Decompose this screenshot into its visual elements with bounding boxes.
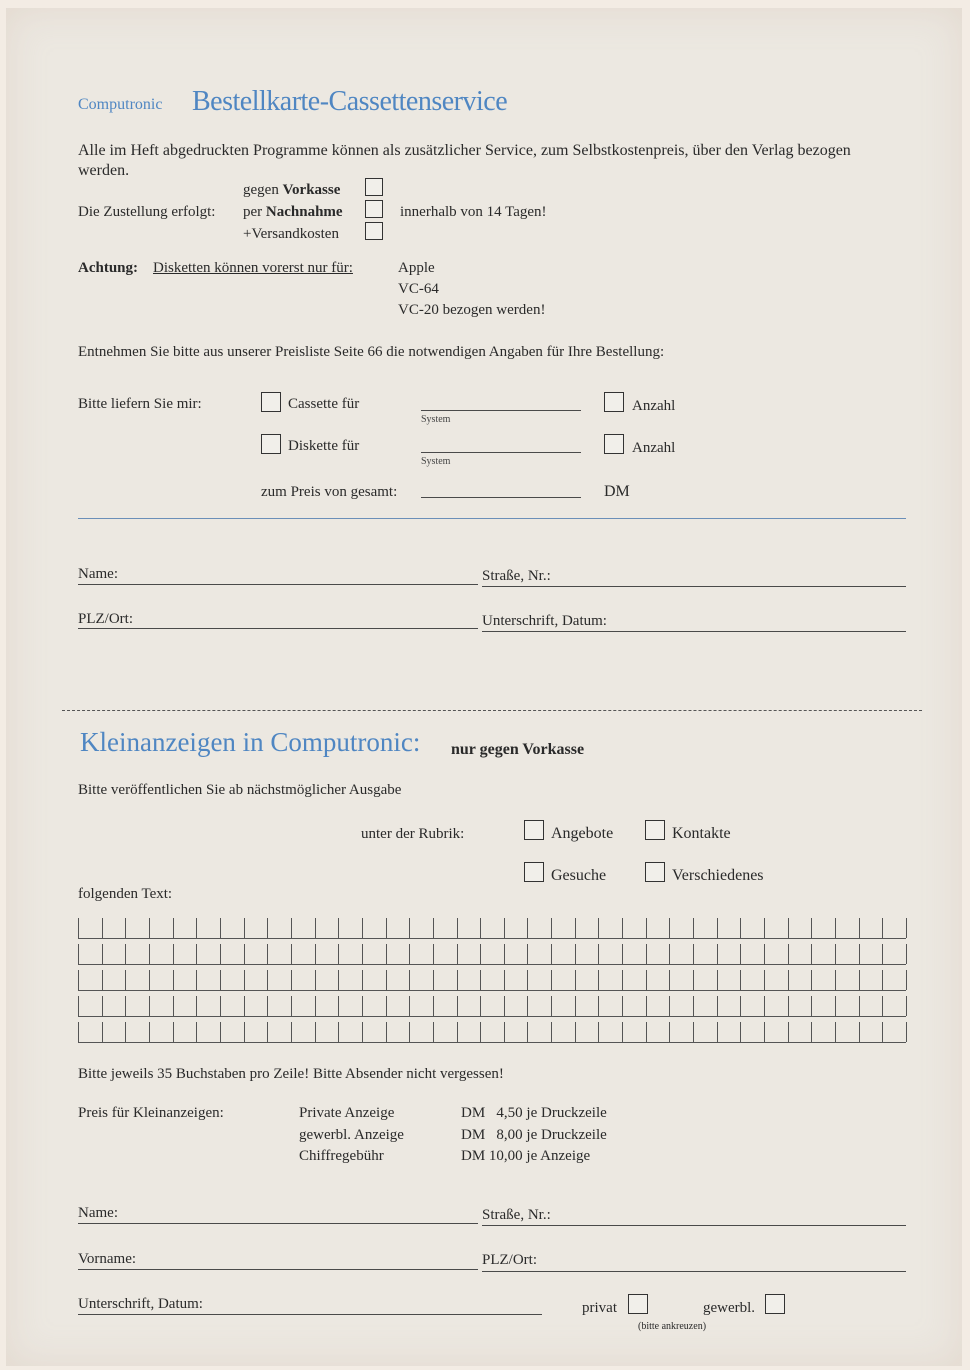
grid-cell-divider (196, 918, 197, 938)
grid-cell-divider (433, 996, 434, 1016)
grid-cell-divider (409, 918, 410, 938)
grid-cell-divider (315, 918, 316, 938)
grid-cell-divider (575, 970, 576, 990)
grid-cell-divider (527, 918, 528, 938)
diskette-system-field[interactable] (421, 452, 581, 453)
grid-cell-divider (882, 944, 883, 964)
grid-cell-divider (788, 996, 789, 1016)
grid-cell-divider (362, 1022, 363, 1042)
ad-text-grid[interactable] (78, 918, 906, 1052)
grid-cell-divider (362, 918, 363, 938)
ad-text-row[interactable] (78, 918, 906, 939)
grid-cell-divider (788, 918, 789, 938)
signature-field[interactable] (482, 631, 906, 632)
publish-note: Bitte veröffentlichen Sie ab nächstmöglicher Ausgabe (78, 782, 402, 798)
grid-cell-divider (811, 918, 812, 938)
grid-cell-divider (409, 970, 410, 990)
grid-cell-divider (717, 1022, 718, 1042)
ad-text-row[interactable] (78, 944, 906, 965)
grid-cell-divider (409, 944, 410, 964)
grid-cell-divider (527, 970, 528, 990)
grid-cell-divider (78, 918, 79, 938)
ads-firstname-field[interactable] (78, 1269, 478, 1270)
grid-cell-divider (669, 970, 670, 990)
grid-cell-divider (740, 970, 741, 990)
grid-cell-divider (740, 918, 741, 938)
grid-cell-divider (551, 970, 552, 990)
private-label: privat (582, 1300, 617, 1316)
grid-cell-divider (527, 944, 528, 964)
private-checkbox[interactable] (628, 1294, 648, 1314)
grid-cell-divider (173, 970, 174, 990)
grid-cell-divider (315, 996, 316, 1016)
grid-cell-divider (598, 996, 599, 1016)
grid-cell-divider (693, 918, 694, 938)
grid-cell-divider (220, 996, 221, 1016)
price-item-cipher: Chiffregebühr (299, 1148, 384, 1164)
commercial-label: gewerbl. (703, 1300, 756, 1316)
brand-label: Computronic (78, 96, 163, 113)
grid-cell-divider (149, 1022, 150, 1042)
deliver-label: Bitte liefern Sie mir: (78, 396, 202, 412)
grid-cell-divider (527, 1022, 528, 1042)
grid-cell-divider (173, 1022, 174, 1042)
vorkasse-checkbox[interactable] (365, 178, 383, 196)
grid-cell-divider (480, 1022, 481, 1042)
grid-cell-divider (835, 996, 836, 1016)
grid-cell-divider (764, 970, 765, 990)
ads-name-field[interactable] (78, 1223, 478, 1224)
currency-label: DM (604, 483, 630, 500)
grid-cell-divider (457, 996, 458, 1016)
grid-cell-divider (740, 996, 741, 1016)
ads-subtitle: nur gegen Vorkasse (451, 741, 585, 758)
grid-cell-divider (622, 944, 623, 964)
grid-cell-divider (622, 970, 623, 990)
grid-cell-divider (386, 918, 387, 938)
cassette-anzahl-label: Anzahl (632, 398, 676, 414)
signature-label: Unterschrift, Datum: (482, 613, 607, 629)
price-value-commercial: DM 8,00 je Druckzeile (461, 1127, 607, 1143)
grid-cell-divider (646, 944, 647, 964)
grid-cell-divider (835, 970, 836, 990)
ads-street-label: Straße, Nr.: (482, 1207, 551, 1223)
grid-cell-divider (125, 1022, 126, 1042)
grid-cell-divider (740, 1022, 741, 1042)
grid-cell-divider (291, 918, 292, 938)
grid-cell-divider (882, 918, 883, 938)
ads-title: Kleinanzeigen in Computronic: (80, 727, 421, 757)
name-label: Name: (78, 566, 118, 582)
price-value-private: DM 4,50 je Druckzeile (461, 1105, 607, 1121)
grid-cell-divider (78, 996, 79, 1016)
grid-cell-divider (598, 970, 599, 990)
price-value-cipher: DM 10,00 je Anzeige (461, 1148, 591, 1164)
ads-street-field[interactable] (482, 1225, 906, 1226)
grid-cell-divider (267, 970, 268, 990)
street-field[interactable] (482, 586, 906, 587)
grid-cell-divider (196, 970, 197, 990)
rubric-label: unter der Rubrik: (361, 826, 465, 842)
attention-bold: Achtung: (78, 260, 139, 276)
grid-cell-divider (173, 996, 174, 1016)
grid-cell-divider (717, 944, 718, 964)
grid-cell-divider (575, 1022, 576, 1042)
grid-cell-divider (386, 944, 387, 964)
ad-text-row[interactable] (78, 996, 906, 1017)
grid-cell-divider (504, 1022, 505, 1042)
ad-text-row[interactable] (78, 1022, 906, 1043)
grid-cell-divider (220, 944, 221, 964)
grid-cell-divider (764, 1022, 765, 1042)
grid-cell-divider (811, 944, 812, 964)
delivery-time: innerhalb von 14 Tagen! (400, 204, 547, 220)
grid-cell-divider (693, 970, 694, 990)
grid-cell-divider (504, 918, 505, 938)
grid-cell-divider (859, 944, 860, 964)
grid-cell-divider (882, 996, 883, 1016)
pricelist-note: Entnehmen Sie bitte aus unserer Preisliste Seite 66 die notwendigen Angaben für Ihre Bestellung: (78, 344, 665, 360)
grid-cell-divider (291, 944, 292, 964)
grid-cell-divider (575, 996, 576, 1016)
grid-cell-divider (457, 944, 458, 964)
rubric-kontakte-label: Kontakte (672, 825, 731, 842)
price-item-commercial: gewerbl. Anzeige (299, 1127, 404, 1143)
grid-cell-divider (267, 996, 268, 1016)
grid-cell-divider (196, 1022, 197, 1042)
delivery-option-nachnahme: per Nachnahme (243, 204, 343, 220)
grid-cell-divider (102, 918, 103, 938)
grid-cell-divider (291, 970, 292, 990)
grid-cell-divider (882, 970, 883, 990)
grid-cell-divider (267, 918, 268, 938)
grid-cell-divider (811, 1022, 812, 1042)
grid-cell-divider (693, 996, 694, 1016)
delivery-label: Die Zustellung erfolgt: (78, 204, 216, 220)
grid-cell-divider (291, 996, 292, 1016)
commercial-checkbox[interactable] (765, 1294, 785, 1314)
system-vc64: VC-64 (398, 281, 439, 297)
grid-cell-divider (125, 970, 126, 990)
grid-cell-divider (575, 918, 576, 938)
diskette-label: Diskette für (288, 438, 360, 454)
grid-cell-divider (480, 918, 481, 938)
grid-cell-divider (173, 918, 174, 938)
grid-cell-divider (149, 970, 150, 990)
grid-cell-divider (125, 996, 126, 1016)
grid-cell-divider (859, 918, 860, 938)
price-field[interactable] (421, 497, 581, 498)
grid-cell-divider (244, 944, 245, 964)
grid-cell-divider (906, 918, 907, 938)
attention-text: Disketten können vorerst nur für: (153, 260, 353, 276)
grid-cell-divider (78, 944, 79, 964)
grid-cell-divider (504, 970, 505, 990)
grid-cell-divider (267, 944, 268, 964)
grid-cell-divider (102, 944, 103, 964)
grid-cell-divider (291, 1022, 292, 1042)
grid-cell-divider (859, 996, 860, 1016)
grid-cell-divider (764, 944, 765, 964)
grid-cell-divider (882, 1022, 883, 1042)
grid-cell-divider (646, 996, 647, 1016)
grid-cell-divider (457, 1022, 458, 1042)
grid-cell-divider (764, 996, 765, 1016)
grid-cell-divider (362, 970, 363, 990)
grid-cell-divider (717, 918, 718, 938)
diskette-checkbox[interactable] (261, 434, 281, 454)
grid-cell-divider (244, 970, 245, 990)
grid-cell-divider (788, 1022, 789, 1042)
grid-cell-divider (669, 1022, 670, 1042)
grid-cell-divider (433, 1022, 434, 1042)
grid-cell-divider (196, 996, 197, 1016)
grid-cell-divider (622, 1022, 623, 1042)
grid-cell-divider (480, 970, 481, 990)
shipping-checkbox[interactable] (365, 222, 383, 240)
grid-cell-divider (598, 944, 599, 964)
grid-cell-divider (717, 996, 718, 1016)
grid-cell-divider (906, 970, 907, 990)
grid-cell-divider (669, 944, 670, 964)
grid-cell-divider (598, 1022, 599, 1042)
grid-cell-divider (693, 1022, 694, 1042)
grid-cell-divider (433, 944, 434, 964)
price-label: zum Preis von gesamt: (261, 484, 398, 500)
ad-price-label: Preis für Kleinanzeigen: (78, 1105, 224, 1121)
grid-cell-divider (386, 1022, 387, 1042)
grid-cell-divider (338, 918, 339, 938)
text-label: folgenden Text: (78, 886, 173, 902)
grid-cell-divider (906, 996, 907, 1016)
grid-cell-divider (480, 944, 481, 964)
ads-signature-label: Unterschrift, Datum: (78, 1296, 203, 1312)
grid-cell-divider (433, 970, 434, 990)
nachnahme-checkbox[interactable] (365, 200, 383, 218)
grid-cell-divider (362, 944, 363, 964)
grid-cell-divider (764, 918, 765, 938)
grid-cell-divider (338, 1022, 339, 1042)
ads-firstname-label: Vorname: (78, 1251, 137, 1267)
rubric-kontakte-checkbox[interactable] (645, 820, 665, 840)
grid-cell-divider (811, 996, 812, 1016)
ad-text-row[interactable] (78, 970, 906, 991)
order-intro: Alle im Heft abgedruckten Programme können als zusätzlicher Service, zum Selbstkostenpreis, über den Verlag bezogen werden. (78, 142, 851, 179)
letters-note: Bitte jeweils 35 Buchstaben pro Zeile! Bitte Absender nicht vergessen! (78, 1066, 504, 1082)
grid-cell-divider (646, 970, 647, 990)
grid-cell-divider (338, 944, 339, 964)
grid-cell-divider (338, 970, 339, 990)
grid-cell-divider (551, 944, 552, 964)
grid-cell-divider (267, 1022, 268, 1042)
diskette-anzahl-label: Anzahl (632, 440, 676, 456)
grid-cell-divider (906, 1022, 907, 1042)
rubric-verschiedenes-label: Verschiedenes (672, 867, 764, 884)
grid-cell-divider (551, 918, 552, 938)
grid-cell-divider (386, 970, 387, 990)
grid-cell-divider (575, 944, 576, 964)
grid-cell-divider (859, 970, 860, 990)
grid-cell-divider (433, 918, 434, 938)
plz-field[interactable] (78, 628, 478, 629)
tick-note: (bitte ankreuzen) (638, 1321, 707, 1332)
grid-cell-divider (859, 1022, 860, 1042)
grid-cell-divider (409, 1022, 410, 1042)
grid-cell-divider (669, 996, 670, 1016)
cassette-checkbox[interactable] (261, 392, 281, 412)
grid-cell-divider (717, 970, 718, 990)
grid-cell-divider (362, 996, 363, 1016)
grid-cell-divider (244, 918, 245, 938)
grid-cell-divider (598, 918, 599, 938)
grid-cell-divider (622, 996, 623, 1016)
cut-line (62, 710, 922, 711)
street-label: Straße, Nr.: (482, 568, 551, 584)
grid-cell-divider (149, 996, 150, 1016)
grid-cell-divider (315, 944, 316, 964)
grid-cell-divider (788, 970, 789, 990)
grid-cell-divider (740, 944, 741, 964)
grid-cell-divider (149, 918, 150, 938)
grid-cell-divider (386, 996, 387, 1016)
grid-cell-divider (173, 944, 174, 964)
grid-cell-divider (102, 1022, 103, 1042)
rubric-verschiedenes-checkbox[interactable] (645, 862, 665, 882)
grid-cell-divider (244, 1022, 245, 1042)
grid-cell-divider (457, 970, 458, 990)
order-title: Bestellkarte-Cassettenservice (192, 86, 508, 117)
diskette-anzahl-checkbox[interactable] (604, 434, 624, 454)
system-apple: Apple (398, 260, 435, 276)
grid-cell-divider (669, 918, 670, 938)
grid-cell-divider (480, 996, 481, 1016)
section-divider (78, 518, 906, 519)
grid-cell-divider (244, 996, 245, 1016)
grid-cell-divider (149, 944, 150, 964)
cassette-anzahl-checkbox[interactable] (604, 392, 624, 412)
grid-cell-divider (811, 970, 812, 990)
grid-cell-divider (551, 1022, 552, 1042)
grid-cell-divider (835, 944, 836, 964)
grid-cell-divider (527, 996, 528, 1016)
grid-cell-divider (504, 944, 505, 964)
delivery-option-shipping: +Versandkosten (243, 226, 339, 242)
cassette-system-field[interactable] (421, 410, 581, 411)
grid-cell-divider (457, 918, 458, 938)
grid-cell-divider (646, 918, 647, 938)
rubric-angebote-label: Angebote (551, 825, 614, 842)
plz-label: PLZ/Ort: (78, 611, 133, 627)
grid-cell-divider (338, 996, 339, 1016)
ads-plz-field[interactable] (482, 1271, 906, 1272)
grid-cell-divider (906, 944, 907, 964)
grid-cell-divider (315, 1022, 316, 1042)
grid-cell-divider (504, 996, 505, 1016)
grid-cell-divider (835, 918, 836, 938)
grid-cell-divider (315, 970, 316, 990)
grid-cell-divider (693, 944, 694, 964)
grid-cell-divider (622, 918, 623, 938)
rubric-gesuche-label: Gesuche (551, 867, 607, 884)
ads-signature-field[interactable] (78, 1314, 542, 1315)
grid-cell-divider (102, 970, 103, 990)
name-field[interactable] (78, 584, 478, 585)
grid-cell-divider (835, 1022, 836, 1042)
cassette-label: Cassette für (288, 396, 360, 412)
diskette-system-caption: System (421, 456, 451, 467)
grid-cell-divider (78, 1022, 79, 1042)
grid-cell-divider (220, 1022, 221, 1042)
grid-cell-divider (551, 996, 552, 1016)
rubric-angebote-checkbox[interactable] (524, 820, 544, 840)
grid-cell-divider (788, 944, 789, 964)
grid-cell-divider (646, 1022, 647, 1042)
grid-cell-divider (196, 944, 197, 964)
grid-cell-divider (125, 944, 126, 964)
price-item-private: Private Anzeige (299, 1105, 395, 1121)
grid-cell-divider (125, 918, 126, 938)
grid-cell-divider (220, 970, 221, 990)
ads-plz-label: PLZ/Ort: (482, 1252, 537, 1268)
grid-cell-divider (78, 970, 79, 990)
grid-cell-divider (220, 918, 221, 938)
grid-cell-divider (102, 996, 103, 1016)
cassette-system-caption: System (421, 414, 451, 425)
grid-cell-divider (409, 996, 410, 1016)
delivery-option-vorkasse: gegen Vorkasse (243, 182, 341, 198)
rubric-gesuche-checkbox[interactable] (524, 862, 544, 882)
ads-name-label: Name: (78, 1205, 118, 1221)
system-vc20: VC-20 bezogen werden! (398, 302, 546, 318)
